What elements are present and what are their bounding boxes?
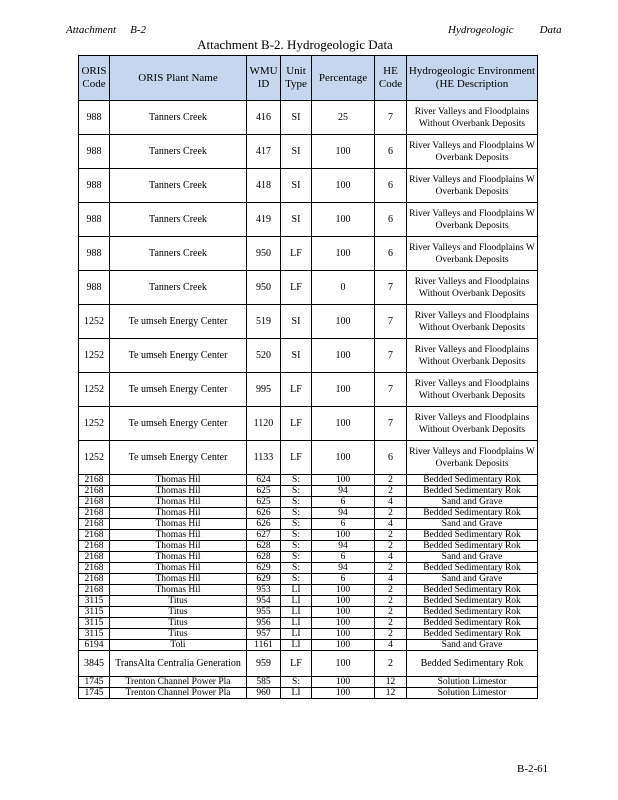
table-row	[79, 629, 538, 640]
he-description-cell: Sand and Grave	[407, 640, 538, 651]
oris-code-cell: 988	[79, 135, 110, 169]
plant-name-cell: Tanners Creek	[110, 237, 247, 271]
he-description-cell: Bedded Sedimentary Rok	[407, 563, 538, 574]
percentage-cell: 94	[312, 541, 375, 552]
table-row	[79, 339, 538, 373]
table-row	[79, 497, 538, 508]
table-row	[79, 373, 538, 407]
wmu-id-cell: 629	[247, 574, 281, 585]
he-code-cell: 12	[375, 677, 407, 688]
unit-type-cell: S:	[281, 475, 312, 486]
percentage-cell: 100	[312, 530, 375, 541]
plant-name-cell: Titus	[110, 618, 247, 629]
table-row	[79, 618, 538, 629]
table-row	[79, 563, 538, 574]
wmu-id-cell: 419	[247, 203, 281, 237]
table-row	[79, 475, 538, 486]
percentage-cell: 25	[312, 101, 375, 135]
percentage-cell: 100	[312, 135, 375, 169]
table-row	[79, 585, 538, 596]
he-code-cell: 6	[375, 203, 407, 237]
page-number: B-2-61	[517, 763, 549, 775]
he-description-cell: River Valleys and Floodplains W Overbank Deposits	[407, 237, 538, 271]
col-header-plant-name: ORIS Plant Name	[110, 56, 247, 101]
oris-code-cell: 3115	[79, 618, 110, 629]
he-code-cell: 4	[375, 640, 407, 651]
percentage-cell: 100	[312, 475, 375, 486]
plant-name-cell: Trenton Channel Power Pla	[110, 677, 247, 688]
table-row	[79, 640, 538, 651]
plant-name-cell: Tanners Creek	[110, 203, 247, 237]
plant-name-cell: Titus	[110, 596, 247, 607]
plant-name-cell: Te umseh Energy Center	[110, 305, 247, 339]
header-word-1: Hydrogeologic	[448, 24, 514, 36]
plant-name-cell: Trenton Channel Power Pla	[110, 688, 247, 699]
he-description-cell: Bedded Sedimentary Rok	[407, 486, 538, 497]
col-header-oris-code: ORIS Code	[79, 56, 110, 101]
oris-code-cell: 2168	[79, 574, 110, 585]
running-header-left	[66, 24, 160, 36]
percentage-cell: 100	[312, 596, 375, 607]
oris-code-cell: 2168	[79, 585, 110, 596]
unit-type-cell: S:	[281, 552, 312, 563]
table-row	[79, 203, 538, 237]
table-row	[79, 530, 538, 541]
wmu-id-cell: 950	[247, 237, 281, 271]
he-description-cell: River Valleys and Floodplains W Overbank Deposits	[407, 441, 538, 475]
wmu-id-cell: 955	[247, 607, 281, 618]
table-row	[79, 677, 538, 688]
plant-name-cell: Tanners Creek	[110, 101, 247, 135]
col-header-percentage: Percentage	[312, 56, 375, 101]
he-description-cell: Bedded Sedimentary Rok	[407, 508, 538, 519]
he-description-cell: Bedded Sedimentary Rok	[407, 629, 538, 640]
oris-code-cell: 988	[79, 271, 110, 305]
unit-type-cell: SI	[281, 305, 312, 339]
oris-code-cell: 3115	[79, 629, 110, 640]
col-header-unit-type: Unit Type	[281, 56, 312, 101]
unit-type-cell: SI	[281, 339, 312, 373]
unit-type-cell: LI	[281, 688, 312, 699]
oris-code-cell: 988	[79, 203, 110, 237]
table-row	[79, 508, 538, 519]
header-word-2: Data	[539, 24, 562, 36]
he-code-cell: 7	[375, 101, 407, 135]
unit-type-cell: S:	[281, 486, 312, 497]
he-code-cell: 2	[375, 651, 407, 677]
table-row	[79, 519, 538, 530]
oris-code-cell: 2168	[79, 530, 110, 541]
table-row	[79, 574, 538, 585]
percentage-cell: 100	[312, 373, 375, 407]
percentage-cell: 6	[312, 552, 375, 563]
percentage-cell: 100	[312, 339, 375, 373]
he-code-cell: 2	[375, 607, 407, 618]
he-code-cell: 7	[375, 407, 407, 441]
oris-code-cell: 1252	[79, 407, 110, 441]
he-description-cell: Bedded Sedimentary Rok	[407, 607, 538, 618]
he-description-cell: River Valleys and Floodplains Without Overbank Deposits	[407, 339, 538, 373]
oris-code-cell: 988	[79, 169, 110, 203]
plant-name-cell: Te umseh Energy Center	[110, 441, 247, 475]
wmu-id-cell: 585	[247, 677, 281, 688]
oris-code-cell: 1745	[79, 677, 110, 688]
he-code-cell: 2	[375, 618, 407, 629]
table-row	[79, 486, 538, 497]
he-code-cell: 12	[375, 688, 407, 699]
he-code-cell: 7	[375, 373, 407, 407]
plant-name-cell: Thomas Hil	[110, 497, 247, 508]
he-code-cell: 4	[375, 574, 407, 585]
unit-type-cell: SI	[281, 101, 312, 135]
oris-code-cell: 988	[79, 101, 110, 135]
unit-type-cell: S:	[281, 508, 312, 519]
unit-type-cell: LI	[281, 607, 312, 618]
wmu-id-cell: 520	[247, 339, 281, 373]
percentage-cell: 100	[312, 629, 375, 640]
unit-type-cell: LF	[281, 373, 312, 407]
wmu-id-cell: 1120	[247, 407, 281, 441]
oris-code-cell: 2168	[79, 519, 110, 530]
percentage-cell: 100	[312, 607, 375, 618]
percentage-cell: 6	[312, 497, 375, 508]
wmu-id-cell: 626	[247, 508, 281, 519]
he-code-cell: 7	[375, 271, 407, 305]
wmu-id-cell: 625	[247, 497, 281, 508]
unit-type-cell: S:	[281, 530, 312, 541]
he-description-cell: River Valleys and Floodplains Without Overbank Deposits	[407, 271, 538, 305]
table-row	[79, 552, 538, 563]
oris-code-cell: 988	[79, 237, 110, 271]
table-row	[79, 237, 538, 271]
oris-code-cell: 1745	[79, 688, 110, 699]
table-row	[79, 271, 538, 305]
unit-type-cell: SI	[281, 135, 312, 169]
wmu-id-cell: 624	[247, 475, 281, 486]
wmu-id-cell: 954	[247, 596, 281, 607]
plant-name-cell: Thomas Hil	[110, 530, 247, 541]
plant-name-cell: Toli	[110, 640, 247, 651]
wmu-id-cell: 628	[247, 552, 281, 563]
he-description-cell: Bedded Sedimentary Rok	[407, 651, 538, 677]
percentage-cell: 100	[312, 651, 375, 677]
he-description-cell: Bedded Sedimentary Rok	[407, 475, 538, 486]
unit-type-cell: S:	[281, 574, 312, 585]
wmu-id-cell: 519	[247, 305, 281, 339]
wmu-id-cell: 417	[247, 135, 281, 169]
table-row	[79, 541, 538, 552]
percentage-cell: 6	[312, 574, 375, 585]
table-row	[79, 407, 538, 441]
unit-type-cell: LF	[281, 651, 312, 677]
oris-code-cell: 6194	[79, 640, 110, 651]
he-description-cell: Bedded Sedimentary Rok	[407, 585, 538, 596]
plant-name-cell: Thomas Hil	[110, 508, 247, 519]
unit-type-cell: SI	[281, 203, 312, 237]
he-description-cell: Bedded Sedimentary Rok	[407, 618, 538, 629]
oris-code-cell: 2168	[79, 486, 110, 497]
he-description-cell: Solution Limestor	[407, 688, 538, 699]
unit-type-cell: LI	[281, 629, 312, 640]
he-description-cell: River Valleys and Floodplains Without Overbank Deposits	[407, 101, 538, 135]
wmu-id-cell: 950	[247, 271, 281, 305]
unit-type-cell: LI	[281, 585, 312, 596]
wmu-id-cell: 956	[247, 618, 281, 629]
wmu-id-cell: 625	[247, 486, 281, 497]
percentage-cell: 100	[312, 169, 375, 203]
wmu-id-cell: 418	[247, 169, 281, 203]
percentage-cell: 94	[312, 508, 375, 519]
header-attachment-word: Attachment	[66, 24, 117, 36]
unit-type-cell: LF	[281, 237, 312, 271]
percentage-cell: 100	[312, 441, 375, 475]
table-row	[79, 688, 538, 699]
he-description-cell: Bedded Sedimentary Rok	[407, 596, 538, 607]
header-attachment-id: B-2	[130, 24, 146, 36]
percentage-cell: 6	[312, 519, 375, 530]
oris-code-cell: 2168	[79, 552, 110, 563]
table-row	[79, 169, 538, 203]
percentage-cell: 0	[312, 271, 375, 305]
plant-name-cell: Te umseh Energy Center	[110, 339, 247, 373]
he-code-cell: 6	[375, 169, 407, 203]
percentage-cell: 94	[312, 563, 375, 574]
he-description-cell: Sand and Grave	[407, 552, 538, 563]
col-header-he-code: HE Code	[375, 56, 407, 101]
oris-code-cell: 1252	[79, 339, 110, 373]
unit-type-cell: LI	[281, 596, 312, 607]
wmu-id-cell: 629	[247, 563, 281, 574]
unit-type-cell: LI	[281, 640, 312, 651]
table-header-row	[79, 56, 538, 101]
table-row	[79, 305, 538, 339]
oris-code-cell: 2168	[79, 475, 110, 486]
oris-code-cell: 1252	[79, 305, 110, 339]
percentage-cell: 94	[312, 486, 375, 497]
unit-type-cell: LF	[281, 441, 312, 475]
unit-type-cell: LF	[281, 271, 312, 305]
wmu-id-cell: 953	[247, 585, 281, 596]
he-code-cell: 7	[375, 339, 407, 373]
col-header-he-description: Hydrogeologic Environment (HE Description	[407, 56, 538, 101]
plant-name-cell: Thomas Hil	[110, 486, 247, 497]
wmu-id-cell: 416	[247, 101, 281, 135]
running-header-right	[448, 24, 588, 36]
percentage-cell: 100	[312, 237, 375, 271]
plant-name-cell: Thomas Hil	[110, 563, 247, 574]
wmu-id-cell: 960	[247, 688, 281, 699]
percentage-cell: 100	[312, 407, 375, 441]
he-description-cell: River Valleys and Floodplains Without Overbank Deposits	[407, 305, 538, 339]
he-code-cell: 2	[375, 596, 407, 607]
he-description-cell: Bedded Sedimentary Rok	[407, 541, 538, 552]
table-title: Attachment B-2. Hydrogeologic Data	[197, 37, 393, 52]
table-row	[79, 651, 538, 677]
oris-code-cell: 3115	[79, 607, 110, 618]
he-description-cell: Solution Limestor	[407, 677, 538, 688]
he-code-cell: 2	[375, 475, 407, 486]
wmu-id-cell: 1161	[247, 640, 281, 651]
he-description-cell: River Valleys and Floodplains W Overbank Deposits	[407, 169, 538, 203]
oris-code-cell: 2168	[79, 563, 110, 574]
wmu-id-cell: 626	[247, 519, 281, 530]
plant-name-cell: Thomas Hil	[110, 552, 247, 563]
wmu-id-cell: 628	[247, 541, 281, 552]
plant-name-cell: TransAlta Centralia Generation	[110, 651, 247, 677]
wmu-id-cell: 627	[247, 530, 281, 541]
percentage-cell: 100	[312, 640, 375, 651]
percentage-cell: 100	[312, 618, 375, 629]
he-description-cell: River Valleys and Floodplains Without Overbank Deposits	[407, 373, 538, 407]
he-description-cell: Sand and Grave	[407, 497, 538, 508]
plant-name-cell: Te umseh Energy Center	[110, 407, 247, 441]
wmu-id-cell: 1133	[247, 441, 281, 475]
wmu-id-cell: 995	[247, 373, 281, 407]
oris-code-cell: 3115	[79, 596, 110, 607]
he-description-cell: Sand and Grave	[407, 519, 538, 530]
he-code-cell: 6	[375, 441, 407, 475]
he-code-cell: 4	[375, 519, 407, 530]
percentage-cell: 100	[312, 677, 375, 688]
plant-name-cell: Tanners Creek	[110, 169, 247, 203]
plant-name-cell: Thomas Hil	[110, 475, 247, 486]
col-header-wmu-id: WMU ID	[247, 56, 281, 101]
hydrogeologic-data-table	[78, 55, 538, 699]
table-row	[79, 101, 538, 135]
oris-code-cell: 2168	[79, 541, 110, 552]
plant-name-cell: Thomas Hil	[110, 574, 247, 585]
oris-code-cell: 1252	[79, 441, 110, 475]
unit-type-cell: S:	[281, 541, 312, 552]
oris-code-cell: 3845	[79, 651, 110, 677]
percentage-cell: 100	[312, 688, 375, 699]
oris-code-cell: 2168	[79, 508, 110, 519]
he-code-cell: 7	[375, 305, 407, 339]
plant-name-cell: Thomas Hil	[110, 519, 247, 530]
plant-name-cell: Titus	[110, 629, 247, 640]
unit-type-cell: S:	[281, 519, 312, 530]
he-code-cell: 6	[375, 135, 407, 169]
plant-name-cell: Titus	[110, 607, 247, 618]
he-description-cell: River Valleys and Floodplains W Overbank Deposits	[407, 135, 538, 169]
he-code-cell: 2	[375, 629, 407, 640]
plant-name-cell: Tanners Creek	[110, 271, 247, 305]
oris-code-cell: 2168	[79, 497, 110, 508]
he-code-cell: 2	[375, 486, 407, 497]
percentage-cell: 100	[312, 203, 375, 237]
he-description-cell: River Valleys and Floodplains W Overbank Deposits	[407, 203, 538, 237]
he-description-cell: Sand and Grave	[407, 574, 538, 585]
he-code-cell: 6	[375, 237, 407, 271]
table-row	[79, 441, 538, 475]
table-row	[79, 596, 538, 607]
plant-name-cell: Thomas Hil	[110, 541, 247, 552]
plant-name-cell: Thomas Hil	[110, 585, 247, 596]
he-code-cell: 2	[375, 541, 407, 552]
plant-name-cell: Te umseh Energy Center	[110, 373, 247, 407]
oris-code-cell: 1252	[79, 373, 110, 407]
he-code-cell: 4	[375, 497, 407, 508]
table-row	[79, 607, 538, 618]
percentage-cell: 100	[312, 305, 375, 339]
he-code-cell: 2	[375, 530, 407, 541]
he-code-cell: 2	[375, 508, 407, 519]
unit-type-cell: LI	[281, 618, 312, 629]
wmu-id-cell: 959	[247, 651, 281, 677]
table-row	[79, 135, 538, 169]
he-code-cell: 2	[375, 585, 407, 596]
wmu-id-cell: 957	[247, 629, 281, 640]
unit-type-cell: S:	[281, 497, 312, 508]
unit-type-cell: S:	[281, 563, 312, 574]
he-code-cell: 4	[375, 552, 407, 563]
he-description-cell: River Valleys and Floodplains Without Overbank Deposits	[407, 407, 538, 441]
percentage-cell: 100	[312, 585, 375, 596]
he-code-cell: 2	[375, 563, 407, 574]
unit-type-cell: S:	[281, 677, 312, 688]
he-description-cell: Bedded Sedimentary Rok	[407, 530, 538, 541]
unit-type-cell: LF	[281, 407, 312, 441]
unit-type-cell: SI	[281, 169, 312, 203]
plant-name-cell: Tanners Creek	[110, 135, 247, 169]
